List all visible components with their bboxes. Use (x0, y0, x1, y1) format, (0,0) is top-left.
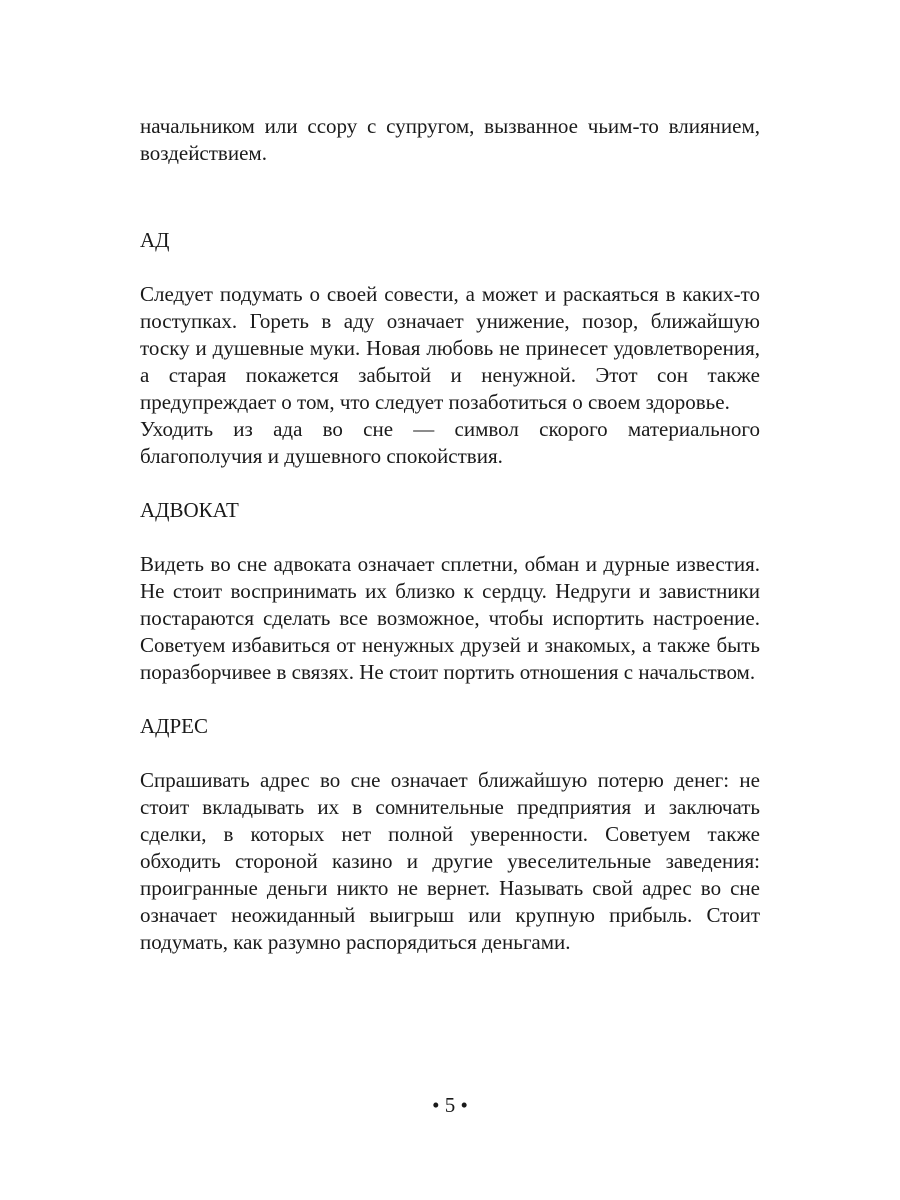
spacer (140, 686, 760, 713)
intro-paragraph: начальником или ссору с супругом, вызванное чьим-то влиянием, воздействием. (140, 114, 760, 165)
entry-heading: АДРЕС (140, 714, 209, 738)
entry-paragraph: Видеть во сне адвоката означает сплетни, обман и дурные известия. Не стоит воспринимать их близко к сердцу. Недруги и завистники постараются сделать все возможное, чтобы испортить настроение. Советуем избавиться от ненужных друзей и знакомых, а также быть поразборчивее в связях. Не стоит портить отношения с начальством. (140, 552, 760, 684)
spacer (140, 167, 760, 227)
entry-paragraph: Следует подумать о своей совести, а может и раскаяться в каких-то поступках. Гореть в аду означает унижение, позор, ближайшую тоску и душевные муки. Новая любовь не принесет удовлетворения, а старая покажется забытой и ненужной. Этот сон также предупреждает о том, что следует позаботиться о своем здоровье. (140, 282, 760, 414)
spacer (140, 524, 760, 551)
entry-adres (140, 713, 760, 956)
spacer (140, 254, 760, 281)
entry-paragraph: Уходить из ада во сне — символ скорого материального благополучия и душевного спокойствия. (140, 417, 760, 468)
spacer (140, 470, 760, 497)
entry-paragraph: Спрашивать адрес во сне означает ближайшую потерю денег: не стоит вкладывать их в сомнительные предприятия и заключать сделки, в которых нет полной уверенности. Советуем также обходить стороной казино и другие увеселительные заведения: проигранные деньги никто не вернет. Называть свой адрес во сне означает неожиданный выигрыш или крупную прибыль. Стоит подумать, как разумно распорядиться деньгами. (140, 768, 760, 954)
entry-ad (140, 227, 760, 470)
page-number: • 5 • (432, 1093, 468, 1117)
page-body (140, 113, 760, 956)
entry-advokat (140, 497, 760, 686)
entry-heading: АДВОКАТ (140, 498, 239, 522)
entry-heading: АД (140, 228, 170, 252)
spacer (140, 740, 760, 767)
